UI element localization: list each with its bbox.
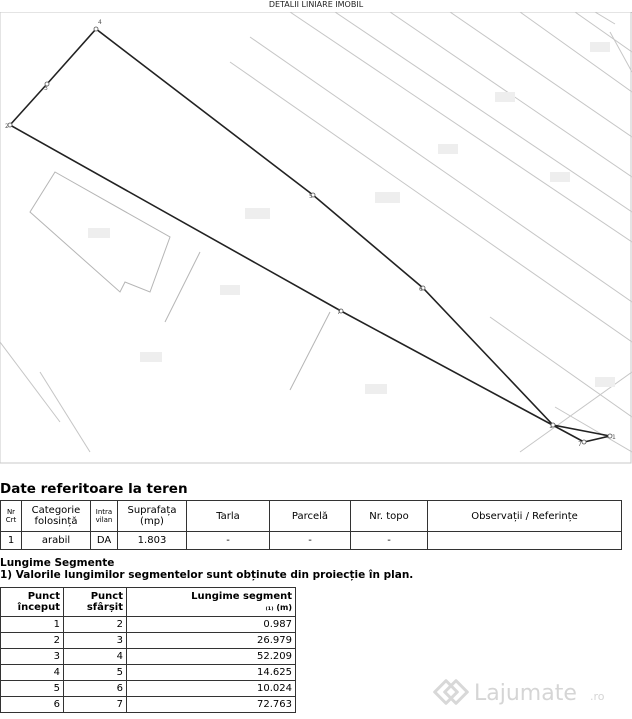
- lajumate-logo-icon: [435, 681, 468, 704]
- table-header-row: [1, 588, 296, 617]
- vertex-label: 7: [337, 309, 341, 316]
- cell-length: 26.979: [127, 633, 296, 649]
- header-suprafata: Suprafața (mp): [118, 501, 187, 532]
- vertex-label: 6: [419, 286, 423, 293]
- header-start-point: Punct început: [1, 588, 64, 617]
- cell-length: 72.763: [127, 697, 296, 713]
- cell-length: 10.024: [127, 681, 296, 697]
- header-nr: Nr Crt: [1, 501, 22, 532]
- segments-title: Lungime Segmente: [0, 557, 115, 569]
- segments-table: [0, 587, 296, 713]
- cell-start: 2: [1, 633, 64, 649]
- vertex-marker: [582, 440, 586, 444]
- cell-start: 3: [1, 649, 64, 665]
- cell-length: 0.987: [127, 617, 296, 633]
- cell-nr-topo: -: [351, 532, 428, 550]
- cell-start: 1: [1, 617, 64, 633]
- table-row: [1, 633, 296, 649]
- table-row: [1, 532, 622, 550]
- cell-parcela: -: [270, 532, 351, 550]
- header-segment-length: Lungime segment ₍₁₎ (m): [127, 588, 296, 617]
- vertex-label: 2: [5, 123, 9, 130]
- table-row: [1, 681, 296, 697]
- cell-end: 2: [64, 617, 127, 633]
- table-row: [1, 665, 296, 681]
- cell-start: 6: [1, 697, 64, 713]
- vertex-label: 1: [612, 434, 616, 441]
- watermark-text: Lajumate: [474, 681, 577, 706]
- watermark-suffix: .ro: [590, 690, 605, 703]
- cell-observatii: [428, 532, 622, 550]
- cell-nr: 1: [1, 532, 22, 550]
- cadastral-plan: [0, 12, 632, 464]
- vertex-label: 3: [44, 85, 48, 92]
- table-row: [1, 649, 296, 665]
- land-data-table: [0, 500, 622, 550]
- lajumate-watermark: [430, 675, 625, 709]
- cell-categorie: arabil: [22, 532, 91, 550]
- header-parcela: Parcelă: [270, 501, 351, 532]
- header-intravilan: Intra vilan: [91, 501, 118, 532]
- vertex-label: 4: [98, 19, 102, 26]
- vertex-marker: [94, 27, 98, 31]
- table-header-row: [1, 501, 622, 532]
- segments-note: 1) Valorile lungimilor segmentelor sunt obținute din proiecție în plan.: [0, 569, 414, 581]
- cell-suprafata: 1.803: [118, 532, 187, 550]
- vertex-label: 1: [549, 423, 553, 430]
- cell-end: 6: [64, 681, 127, 697]
- cell-end: 7: [64, 697, 127, 713]
- header-observatii: Observații / Referințe: [428, 501, 622, 532]
- cell-intravilan: DA: [91, 532, 118, 550]
- cell-length: 14.625: [127, 665, 296, 681]
- header-end-point: Punct sfârșit: [64, 588, 127, 617]
- cell-end: 3: [64, 633, 127, 649]
- cell-start: 5: [1, 681, 64, 697]
- land-section-title: Date referitoare la teren: [0, 481, 188, 497]
- plan-title: DETALII LINIARE IMOBIL: [0, 0, 632, 13]
- vertex-label: 7: [578, 441, 582, 448]
- cell-length: 52.209: [127, 649, 296, 665]
- vertex-label: 5: [309, 193, 313, 200]
- header-nr-topo: Nr. topo: [351, 501, 428, 532]
- header-categorie: Categorie folosință: [22, 501, 91, 532]
- cell-tarla: -: [187, 532, 270, 550]
- header-tarla: Tarla: [187, 501, 270, 532]
- cell-end: 5: [64, 665, 127, 681]
- cell-start: 4: [1, 665, 64, 681]
- table-row: [1, 697, 296, 713]
- table-row: [1, 617, 296, 633]
- cell-end: 4: [64, 649, 127, 665]
